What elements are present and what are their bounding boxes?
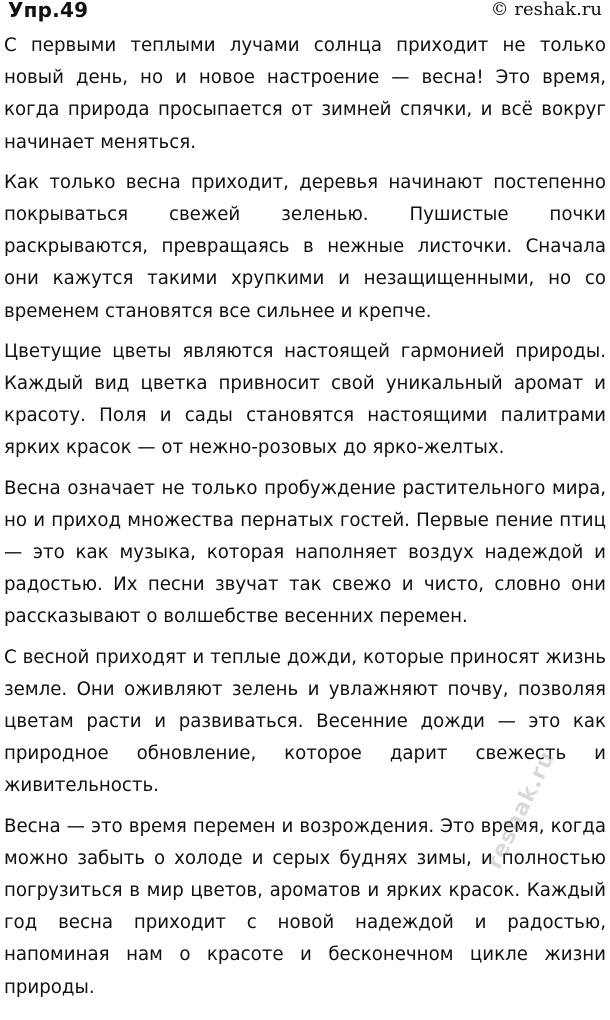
paragraph-3: Цветущие цветы являются настоящей гармонией природы. Каждый вид цветка привносит свой уникальный аромат и красоту. Поля и сады становятся настоящими палитрами ярких красок — от нежно-розовых до ярко-желтых. — [4, 340, 606, 459]
paragraph-1: С первыми теплыми лучами солнца приходит не только новый день, но и новое настроение — весна! Это время, когда природа просыпается от зимней спячки, и всё вокруг начинает меняться. — [4, 35, 606, 153]
exercise-title: Упр.49 — [8, 0, 89, 22]
paragraph-5: С весной приходят и теплые дожди, которые приносят жизнь земле. Они оживляют зелень и увлажняют почву, позволяя цветам расти и развиваться. Весенние дожди — это как природное обновление, которое дарит свежесть и живительность. — [4, 646, 606, 797]
essay-text — [4, 30, 606, 1012]
header — [4, 0, 606, 24]
watermark: reshak.ru — [482, 747, 561, 873]
paragraph-2: Как только весна приходит, деревья начинают постепенно покрываться свежей зеленью. Пушистые почки раскрываются, превращаясь в нежные листочки. Сначала они кажутся такими хрупкими и незащищенными, но со временем становятся все сильнее и крепче. — [4, 171, 606, 322]
paragraph-4: Весна означает не только пробуждение растительного мира, но и приход множества пернатых гостей. Первые пение птиц — это как музыка, которая наполняет воздух надеждой и радостью. Их песни звучат так свежо и чисто, словно они рассказывают о волшебстве весенних перемен. — [4, 477, 606, 628]
paragraph-6: Весна — это время перемен и возрождения. Это время, когда можно забыть о холоде и серых буднях зимы, и полностью погрузиться в мир цветов, ароматов и ярких красок. Каждый год весна приходит с новой надеждой и радостью, напоминая нам о красоте и бесконечном цикле жизни природы. — [4, 815, 606, 998]
site-credit: © reshak.ru — [490, 0, 602, 20]
